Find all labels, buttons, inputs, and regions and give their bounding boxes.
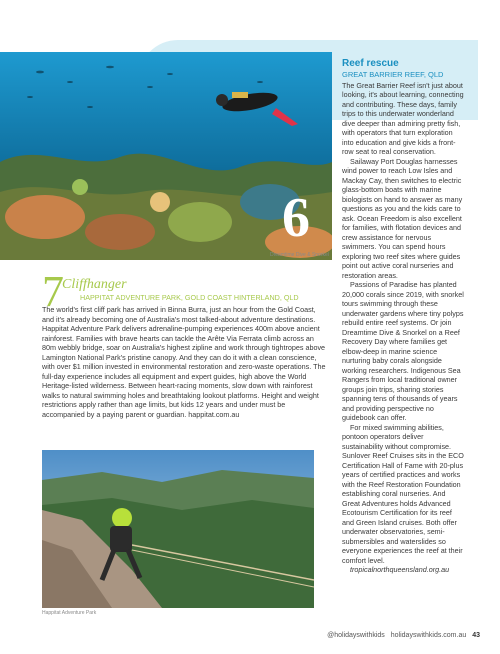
page-number: 43 <box>472 632 480 639</box>
reef-subtitle: GREAT BARRIER REEF, QLD <box>342 70 444 79</box>
reef-paragraph: For mixed swimming abilities, pontoon operators deliver sustainability without compromise. Sunlover Reef Cruises sits in the ECO Certification Hall of Fame with 20-plus years of certified practices and works with the Reef Restoration Foundation establishing coral nurseries. And Great Adventures holds Advanced Ecotourism Certification for its reef and Green Island cruises. Both offer underwater observatories, semi-submersibles and waterslides so everyone experiences the reef at their comfort level. <box>342 422 464 565</box>
social-handle: @holidayswithkids <box>327 632 385 639</box>
cliff-subtitle: HAPPITAT ADVENTURE PARK, GOLD COAST HINTERLAND, QLD <box>80 293 299 302</box>
reef-section-number: 6 <box>282 187 310 249</box>
reef-paragraph: The Great Barrier Reef isn't just about looking, it's about learning, connecting and contributing. These days, family trips to this underwater wonderland dive deeper than admiring pretty fish, with operators that turn exploration into education and give kids a front-row seat to real conservation. <box>342 80 464 156</box>
reef-title: Reef rescue <box>342 58 399 69</box>
reef-link[interactable]: tropicalnorthqueensland.org.au <box>350 565 450 574</box>
website[interactable]: holidayswithkids.com.au <box>390 632 467 639</box>
reef-photo-caption: Dreamtime Dive & Snorkel <box>270 252 329 258</box>
cliff-title: Cliffhanger <box>62 277 127 292</box>
cliff-photo <box>42 450 314 608</box>
reef-article <box>342 58 464 575</box>
cliff-body: The world's first cliff park has arrived in Binna Burra, just an hour from the Gold Coast, and it's already becoming one of Australia's most talked-about adventure destinations. Happitat Adventure Park delivers adrenaline-pumping experiences 400m above ancient rainforest. Families with brave hearts can tackle the Arête Via Ferrata climb across an 80m webbly bridge, soar on Australia's highest zipline and work through tightropes above Lamington National Park's pristine canopy. And they can do it with a clean conscience, with over $1 million invested in environmental restoration and zero-waste operations. The full-day experience includes all equipment and expert guides, high above the World Heritage-listed wilderness. Between heart-racing moments, slow down with rainforest walks to natural swimming holes and breathtaking lookout platforms. Height and weight restrictions apply rather than age limits, but kids 12 years and under must be accompanied by a paying parent or guardian. happitat.com.au <box>42 305 326 419</box>
reef-paragraph: Sailaway Port Douglas harnesses wind power to reach Low Isles and Mackay Cay, then switches to electric glass-bottom boats with marine biologists on hand to answer as many questions as you and the kids care to ask. Ocean Freedom is also excellent for families, with flotation devices and crew assistance for nervous swimmers. You can spend hours exploring two reef sites where guides point out active coral nurseries and restoration areas. <box>342 156 463 280</box>
reef-paragraph: Passions of Paradise has planted 20,000 corals since 2019, with snorkel tours swimming through these underwater gardens where tiny polyps rebuild entire reef systems. Or join Dreamtime Dive & Snorkel on a Reef Recovery Day where families get elbow-deep in marine science nurturing baby corals alongside working researchers. Indigenous Sea Rangers from local traditional owner groups join trips, sharing stories spanning tens of thousands of years and providing perspective no guidebook can offer. <box>342 280 464 422</box>
cliff-photo-caption: Happitat Adventure Park <box>42 610 97 616</box>
cliff-section-number: 7 <box>42 267 64 316</box>
page-footer <box>300 632 480 639</box>
